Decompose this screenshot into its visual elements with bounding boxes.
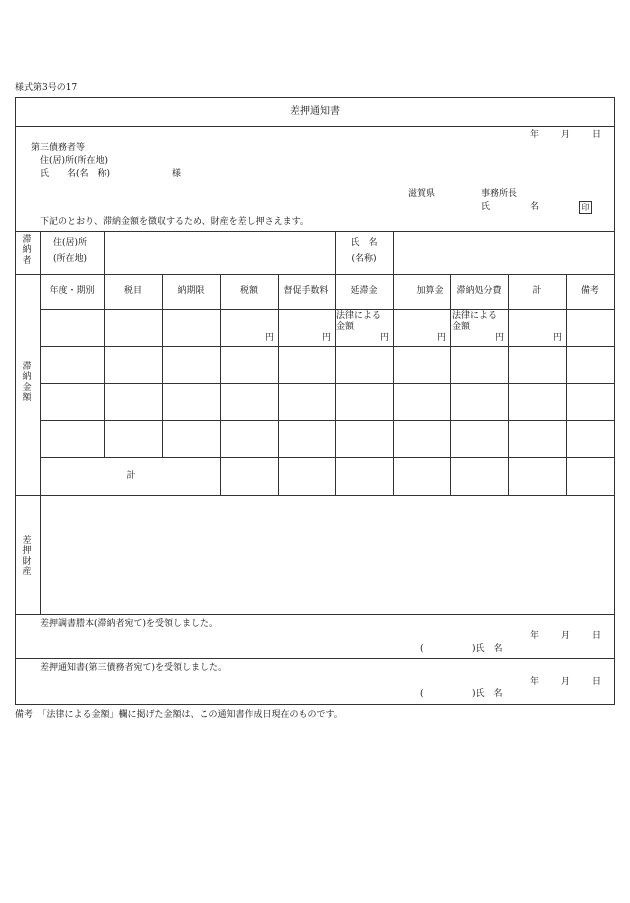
form-title: 差押通知書 <box>290 106 340 117</box>
date-day-label: 日 <box>592 677 602 687</box>
recipient-honorific: 様 <box>172 169 182 179</box>
date-month-label: 月 <box>561 130 571 140</box>
divider <box>335 274 336 495</box>
receipt-text: 差押調書謄本(滞納者宛て)を受領しました。 <box>40 619 219 629</box>
date-year-label: 年 <box>530 677 540 687</box>
yen-unit: 円 <box>553 333 563 343</box>
column-header: 備考 <box>580 286 600 296</box>
yen-unit: 円 <box>437 333 447 343</box>
date-year-label: 年 <box>530 631 540 641</box>
column-header: 税額 <box>239 286 259 296</box>
receipt-text: 差押通知書(第三債務者宛て)を受領しました。 <box>40 663 228 673</box>
notice-text: 下記のとおり、滞納金額を徴収するため、財産を差し押さえます。 <box>40 217 309 227</box>
date-year-label: 年 <box>530 130 540 140</box>
issuer-prefecture: 滋賀県 <box>408 189 436 199</box>
receipt-name-label: )氏 名 <box>472 689 503 699</box>
recipient-name-label: 氏 名(名 称) <box>40 169 111 179</box>
delinquent-label: 滞納者 <box>22 235 32 266</box>
divider <box>40 309 615 310</box>
issuer-name-label: 氏 <box>481 202 491 212</box>
date-month-label: 月 <box>561 677 571 687</box>
divider <box>566 274 567 495</box>
seal-mark: 印 <box>579 201 592 214</box>
date-day-label: 日 <box>592 631 602 641</box>
divider <box>104 231 105 274</box>
divider <box>15 231 615 232</box>
total-label: 計 <box>126 471 136 481</box>
legal-amount-note: 金額 <box>336 322 355 332</box>
issuer-office-head: 事務所長 <box>481 189 518 199</box>
divider <box>15 614 615 615</box>
delinquent-name-label: (名称) <box>351 254 377 264</box>
issuer-name-label: 名 <box>530 202 540 212</box>
yen-unit: 円 <box>495 333 505 343</box>
divider <box>450 274 451 495</box>
property-section-label: 差押財産 <box>22 536 32 578</box>
legal-amount-note: 法律による <box>336 311 382 321</box>
divider <box>40 231 41 274</box>
column-header: 滞納処分費 <box>456 286 502 296</box>
receipt-name-label: )氏 名 <box>472 644 503 654</box>
footnote: 備考 「法律による金額」欄に掲げた金額は、この通知書作成日現在のものです。 <box>15 710 343 720</box>
form-number: 様式第3号の17 <box>15 83 78 93</box>
column-header: 計 <box>532 286 542 296</box>
divider <box>508 274 509 495</box>
column-header: 延滞金 <box>350 286 378 296</box>
divider <box>393 274 394 495</box>
divider <box>15 126 615 127</box>
divider <box>15 495 615 496</box>
receipt-paren-open: ( <box>420 644 424 654</box>
divider <box>220 274 221 495</box>
divider <box>335 231 336 274</box>
recipient-address-label: 住(居)所(所在地) <box>40 156 109 166</box>
divider <box>40 383 615 384</box>
legal-amount-note: 金額 <box>452 322 471 332</box>
divider <box>162 274 163 457</box>
divider <box>15 274 615 275</box>
delinquent-name-label: 氏 名 <box>350 238 378 248</box>
amount-section-label: 滞納金額 <box>22 362 32 404</box>
divider <box>278 274 279 495</box>
divider <box>104 274 105 457</box>
delinquent-address-label: 住(居)所 <box>53 238 88 248</box>
recipient-heading: 第三債務者等 <box>31 143 86 153</box>
divider <box>40 420 615 421</box>
receipt-paren-open: ( <box>420 689 424 699</box>
yen-unit: 円 <box>380 333 390 343</box>
column-header: 督促手数料 <box>283 286 329 296</box>
date-day-label: 日 <box>592 130 602 140</box>
column-header: 納期限 <box>177 286 205 296</box>
divider <box>40 495 41 614</box>
yen-unit: 円 <box>265 333 275 343</box>
yen-unit: 円 <box>322 333 332 343</box>
divider <box>40 274 41 495</box>
column-header: 加算金 <box>416 286 444 296</box>
divider <box>40 457 615 458</box>
divider <box>393 231 394 274</box>
legal-amount-note: 法律による <box>452 311 498 321</box>
column-header: 税目 <box>123 286 143 296</box>
column-header: 年度・期別 <box>49 286 95 296</box>
delinquent-address-label: (所在地) <box>53 254 88 264</box>
date-month-label: 月 <box>561 631 571 641</box>
divider <box>15 658 615 659</box>
divider <box>40 346 615 347</box>
